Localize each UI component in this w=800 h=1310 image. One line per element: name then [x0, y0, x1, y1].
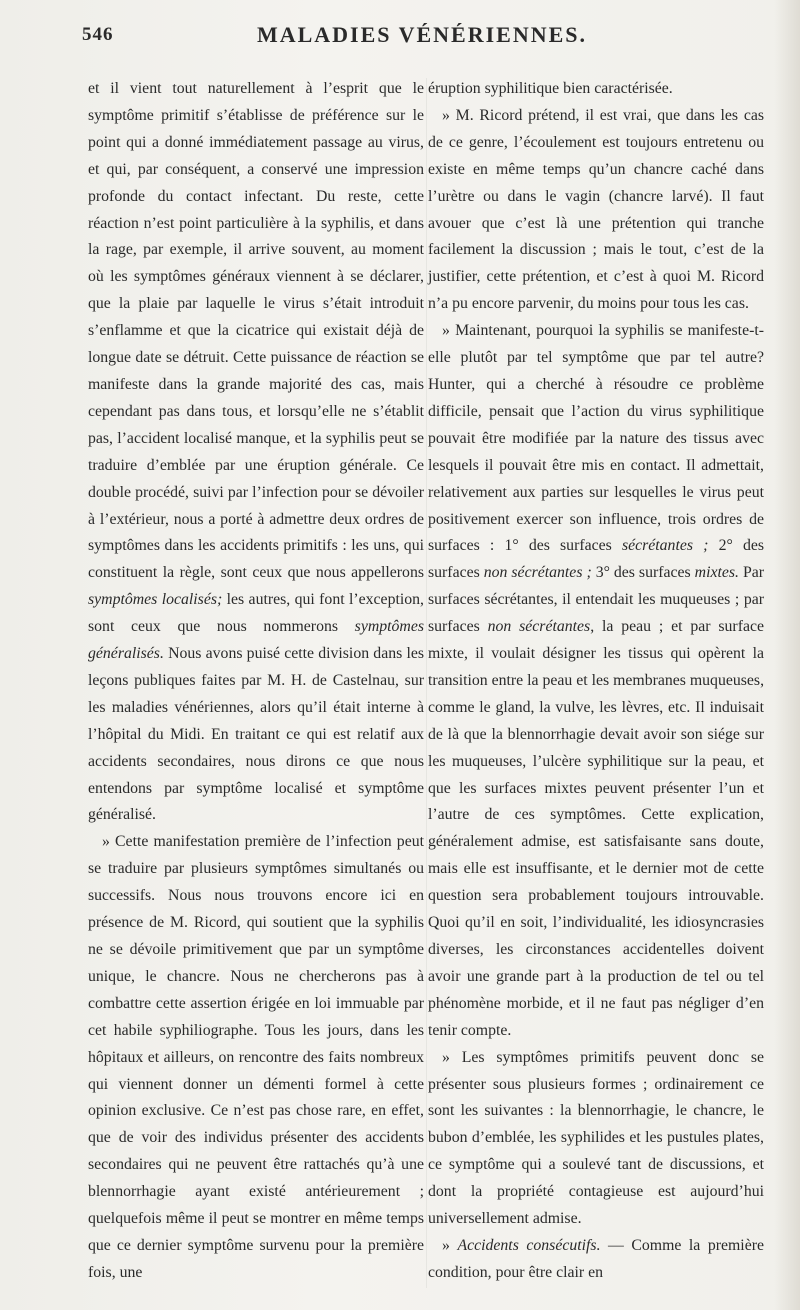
italic-term: symptômes généralisés.	[88, 618, 424, 663]
paragraph	[428, 318, 764, 1044]
paragraph	[88, 76, 424, 829]
right-column	[428, 76, 764, 1287]
column-gutter	[426, 78, 427, 1288]
text-run: » Maintenant, pourquoi la syphilis se manifeste-t-elle plutôt par tel symptôme que par tel autre? Hunter, qui a cherché à résoudre ce problème difficile, pensait que l’action du virus syphilitique pouvait être modifiée par la nature des tissus avec lesquels il pouvait être mis en contact. Il admettait, relativement aux parties sur lesquelles le virus peut positivement exercer son influence, trois ordres de surfaces : 1° des surfaces	[428, 322, 764, 555]
italic-term: sécrétantes ;	[621, 537, 709, 555]
page-number: 546	[82, 24, 114, 45]
italic-term: Accidents consécutifs.	[457, 1236, 601, 1254]
text-run: — Comme la première condition, pour être clair en	[428, 1236, 764, 1281]
page-edge-shadow	[774, 0, 800, 1310]
running-title: MALADIES VÉNÉRIENNES.	[256, 22, 588, 47]
paragraph: » M. Ricord prétend, il est vrai, que dans les cas de ce genre, l’écoulement est toujours entretenu ou existe en même temps qu’un chancre caché dans l’urètre ou dans le vagin (chancre larvé). Il faut avouer que c’est là une prétention qui tranche facilement la discussion ; mais le tout, c’est de la justifier, cette prétention, et c’est à quoi M. Ricord n’a pu encore parvenir, du moins pour tous les cas.	[428, 106, 764, 313]
left-column	[88, 76, 424, 1287]
text-run: »	[442, 1236, 458, 1254]
text-run: 2° des surfaces	[428, 537, 765, 582]
page-header	[82, 18, 762, 62]
text-run: Nous avons puisé cette division dans les leçons publiques faites par M. H. de Castelnau, sur les maladies vénériennes, alors qu’il était interne à l’hôpital du Midi. En traitant ce qui est relatif aux accidents secondaires, nous dirons ce que nous entendons par symptôme localisé et symptôme généralisé.	[88, 645, 424, 824]
paragraph: éruption syphilitique bien caractérisée.	[428, 80, 673, 97]
paragraph	[428, 1233, 764, 1287]
paragraph: » Les symptômes primitifs peuvent donc se présenter sous plusieurs formes ; ordinairement ce sont les suivantes : la blennorrhagie, le chancre, le bubon d’emblée, les syphilides et les pustules plates, ce symptôme qui a soulevé tant de discussions, et dont la propriété contagieuse est aujourd’hui universellement admise.	[428, 1048, 764, 1228]
text-run: les autres, qui font l’exception, sont ceux que nous nommerons	[88, 591, 424, 636]
italic-term: non sécrétantes	[487, 618, 591, 636]
italic-term: non sécrétantes ;	[483, 564, 592, 582]
italic-term: symptômes localisés;	[88, 591, 223, 609]
text-run: Par surfaces sécrétantes, il entendait les muqueuses ; par surfaces	[428, 564, 765, 636]
italic-term: mixtes.	[694, 564, 739, 582]
text-run: et il vient tout naturellement à l’esprit que le symptôme primitif s’établisse de préférence sur le point qui a donné immédiatement passage au virus, et qui, par conséquent, a conservé une impression profonde du contact infectant. Du reste, cette réaction n’est point particulière à la syphilis, et dans la rage, par exemple, il arrive souvent, au moment où les symptômes généraux viennent à se déclarer, que la plaie par laquelle le virus s’était introduit s’enflamme et que la cicatrice qui existait déjà de longue date se détruit. Cette puissance de réaction se manifeste dans la grande majorité des cas, mais cependant pas dans tous, et lorsqu’elle ne s’établit pas, l’accident localisé manque, et la syphilis peut se traduire d’emblée par une éruption générale. Ce double procédé, suivi par l’infection pour se dévoiler à l’extérieur, nous a porté à admettre deux ordres de symptômes dans les accidents primitifs : les uns, qui constituent la règle, sont ceux que nous appellerons	[88, 80, 424, 582]
text-run: , la peau ; et par surface mixte, il voulait désigner les tissus qui opèrent la transition entre la peau et les membranes muqueuses, comme le gland, la vulve, les lèvres, etc. Il induisait de là que la blennorrhagie devait avoir son siége sur les muqueuses, l’ulcère syphilitique sur la peau, et que les surfaces mixtes peuvent présenter l’un et l’autre de ces symptômes. Cette explication, généralement admise, est satisfaisante sans doute, mais elle est insuffisante, et le dernier mot de cette question sera probablement toujours introuvable. Quoi qu’il en soit, l’individualité, les idiosyncrasies diverses, les circonstances accidentelles doivent avoir une grande part à la production de tel ou tel phénomène morbide, et il ne faut pas négliger d’en tenir compte.	[428, 618, 765, 1039]
paragraph: » Cette manifestation première de l’infection peut se traduire par plusieurs symptômes simultanés ou successifs. Nous nous trouvons encore ici en présence de M. Ricord, qui soutient que la syphilis ne se dévoile primitivement que par un symptôme unique, le chancre. Nous ne chercherons pas à combattre cette assertion érigée en loi immuable par cet habile syphiliographe. Tous les jours, dans les hôpitaux et ailleurs, on rencontre des faits nombreux qui viennent donner un démenti formel à cette opinion exclusive. Ce n’est pas chose rare, en effet, que de voir des individus présenter des accidents secondaires qui ne peuvent être rattachés qu’à une blennorrhagie ayant existé antérieurement ; quelquefois même il peut se montrer en même temps que ce dernier symptôme survenu pour la première fois, une	[88, 833, 424, 1281]
text-run: 3° des surfaces	[591, 564, 695, 582]
